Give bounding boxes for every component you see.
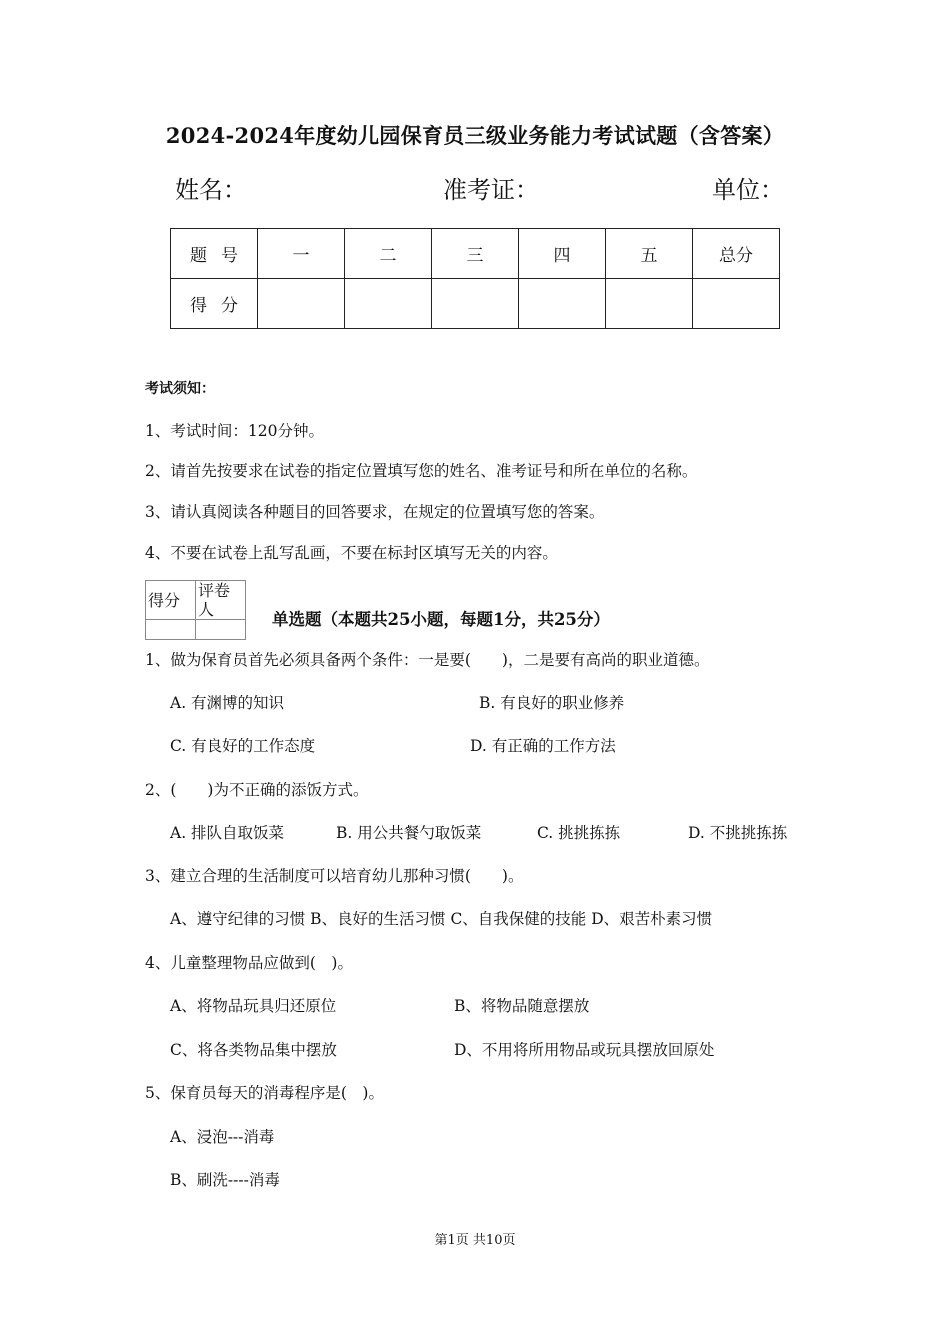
option: A、浸泡---消毒 [170, 1128, 275, 1146]
option: B. 有良好的职业修养 [479, 694, 625, 712]
grader-score-cell[interactable] [146, 620, 196, 640]
grader-score-label: 得分 [146, 581, 196, 620]
option: C. 挑挑拣拣 [537, 824, 621, 842]
grader-box [145, 580, 246, 640]
section-heading: 单选题（本题共25小题，每题1分，共25分） [272, 610, 610, 629]
score-cell-total[interactable] [693, 279, 780, 329]
score-cell-1[interactable] [258, 279, 345, 329]
option: D. 有正确的工作方法 [470, 737, 616, 755]
option: C. 有良好的工作态度 [170, 737, 316, 755]
option: A. 有渊博的知识 [170, 694, 285, 712]
grader-name-label: 评卷人 [196, 581, 246, 620]
score-table-col-5: 五 [606, 229, 693, 279]
name-label: 姓名： [175, 176, 247, 204]
score-table-score-row [171, 279, 780, 329]
score-table-col-1: 一 [258, 229, 345, 279]
score-table-header-label: 题号 [171, 229, 258, 279]
option: A、遵守纪律的习惯 B、良好的生活习惯 C、自我保健的技能 D、艰苦朴素习惯 [170, 910, 713, 928]
option: B、刷洗----消毒 [170, 1171, 280, 1189]
option: B. 用公共餐勺取饭菜 [336, 824, 482, 842]
score-table-col-total: 总分 [693, 229, 780, 279]
exam-id-label: 准考证： [443, 176, 539, 204]
question-stem: 4、儿童整理物品应做到( )。 [145, 954, 353, 972]
score-table-col-3: 三 [432, 229, 519, 279]
question-stem: 5、保育员每天的消毒程序是( )。 [145, 1084, 384, 1102]
score-cell-2[interactable] [345, 279, 432, 329]
grader-name-cell[interactable] [196, 620, 246, 640]
unit-label: 单位： [712, 176, 784, 204]
question-stem: 2、( )为不正确的添饭方式。 [145, 781, 369, 799]
notice-item: 2、请首先按要求在试卷的指定位置填写您的姓名、准考证号和所在单位的名称。 [145, 462, 698, 480]
score-cell-5[interactable] [606, 279, 693, 329]
option: A、将物品玩具归还原位 [170, 997, 337, 1015]
page-title: 2024-2024年度幼儿园保育员三级业务能力考试试题（含答案） [165, 123, 785, 148]
option: D. 不挑挑拣拣 [688, 824, 788, 842]
score-cell-4[interactable] [519, 279, 606, 329]
page-footer: 第1页 共10页 [434, 1233, 516, 1248]
option: A. 排队自取饭菜 [170, 824, 285, 842]
score-table [170, 228, 780, 329]
option: D、不用将所用物品或玩具摆放回原处 [454, 1041, 715, 1059]
score-table-col-4: 四 [519, 229, 606, 279]
score-table-score-label: 得分 [171, 279, 258, 329]
option: B、将物品随意摆放 [454, 997, 590, 1015]
option: C、将各类物品集中摆放 [170, 1041, 337, 1059]
question-stem: 3、建立合理的生活制度可以培育幼儿那种习惯( )。 [145, 867, 524, 885]
score-table-col-2: 二 [345, 229, 432, 279]
notice-item: 3、请认真阅读各种题目的回答要求，在规定的位置填写您的答案。 [145, 503, 605, 521]
notice-item: 4、不要在试卷上乱写乱画，不要在标封区填写无关的内容。 [145, 544, 558, 562]
notice-item: 1、考试时间：120分钟。 [145, 422, 324, 440]
question-stem: 1、做为保育员首先必须具备两个条件：一是要( )，二是要有高尚的职业道德。 [145, 651, 710, 669]
score-cell-3[interactable] [432, 279, 519, 329]
notice-heading: 考试须知： [145, 381, 215, 397]
score-table-header-row [171, 229, 780, 279]
